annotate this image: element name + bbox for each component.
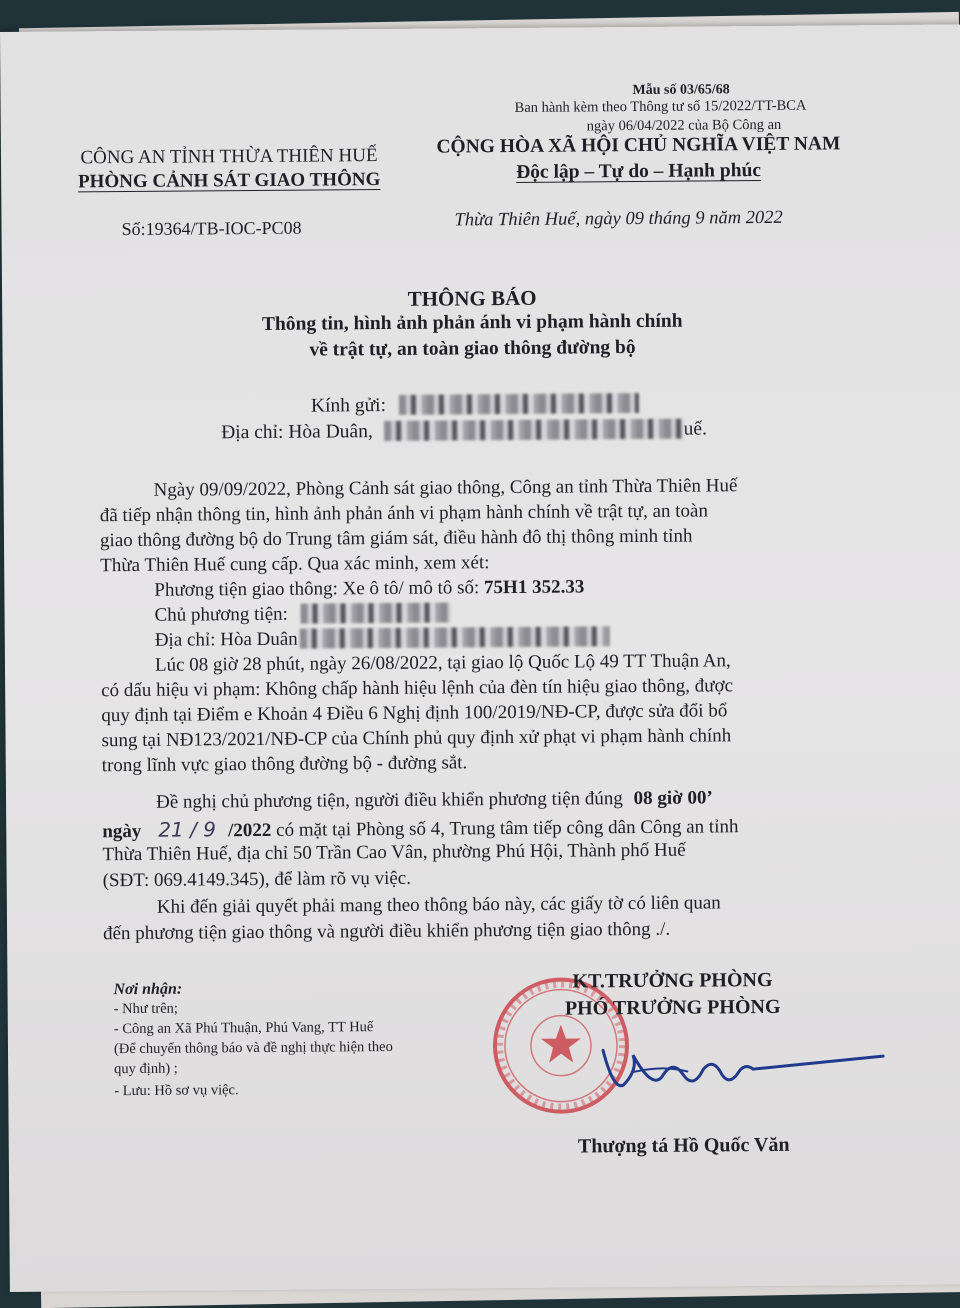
paragraph2-line2: có dấu hiệu vi phạm: Không chấp hành hiệu lệnh của đèn tín hiệu giao thông, được — [101, 675, 734, 702]
paragraph1-line1: Ngày 09/09/2022, Phòng Cảnh sát giao thông, Công an tỉnh Thừa Thiên Huế — [153, 475, 738, 501]
notice-subtitle-line2: về trật tự, an toàn giao thông đường bộ — [309, 337, 636, 361]
paragraph2-line3: quy định tại Điểm e Khoản 4 Điều 6 Nghị định 100/2019/NĐ-CP, được sửa đổi bổ — [101, 700, 728, 727]
form-number: Mẫu số 03/65/68 — [632, 82, 730, 99]
owner-address-line — [155, 626, 610, 652]
paragraph3-line1 — [156, 787, 713, 813]
redacted-recipient-name — [399, 393, 639, 415]
redacted-owner-name — [301, 602, 451, 623]
handwritten-day: 21 / 9 — [158, 817, 217, 842]
paragraph4-line1: Khi đến giải quyết phải mang theo thông báo này, các giấy tờ có liên quan — [156, 892, 721, 918]
document-page — [0, 24, 960, 1292]
paragraph4-line2: đến phương tiện giao thông và người điều khiển phương tiện giao thông ./. — [103, 918, 671, 945]
form-issued-line2: ngày 06/04/2022 của Bộ Công an — [586, 116, 782, 135]
handwritten-signature — [593, 1028, 894, 1100]
paragraph2-line4: sung tại NĐ123/2021/NĐ-CP của Chính phủ quy định xử phạt vi phạm hành chính — [101, 725, 732, 752]
recipients-heading: Nơi nhận: — [113, 980, 183, 999]
place-and-date: Thừa Thiên Huế, ngày 09 tháng 9 năm 2022 — [454, 207, 783, 231]
paragraph3-line1-text: Đề nghị chủ phương tiện, người điều khiển phương tiện đúng — [155, 788, 623, 813]
recipients-line4: quy định) ; — [114, 1060, 178, 1078]
paragraph2-line1: Lúc 08 giờ 28 phút, ngày 26/08/2022, tại giao lộ Quốc Lộ 49 TT Thuận An, — [154, 650, 731, 676]
paragraph3-line2 — [102, 813, 738, 843]
recipient-label: Kính gửi: — [310, 394, 387, 417]
agency-name: CÔNG AN TỈNH THỪA THIÊN HUẾ — [80, 145, 378, 169]
paragraph3-line3: Thừa Thiên Huế, địa chỉ 50 Trần Cao Vân, phường Phú Hội, Thành phố Huế — [102, 839, 686, 866]
appointment-time: 08 giờ 00’ — [633, 787, 713, 810]
recipient-address-tail: uế. — [683, 418, 708, 440]
paragraph1-line2: đã tiếp nhận thông tin, hình ảnh phản ánh vi phạm hành chính về trật tự, an toàn — [99, 500, 709, 527]
notice-title: THÔNG BÁO — [407, 285, 537, 311]
country-name: CỘNG HÒA XÃ HỘI CHỦ NGHĨA VIỆT NAM — [436, 133, 841, 158]
document-number: Số:19364/TB-IOC-PC08 — [121, 217, 302, 240]
recipients-line1: - Như trên; — [113, 1000, 178, 1018]
vehicle-label: Phương tiện giao thông: Xe ô tô/ mô tô số: — [154, 577, 480, 601]
notice-subtitle-line1: Thông tin, hình ảnh phản ánh vi phạm hành chính — [261, 310, 683, 335]
country-motto: Độc lập – Tự do – Hạnh phúc — [516, 160, 762, 183]
paragraph1-line3: giao thông đường bộ do Trung tâm giám sát, điều hành đô thị thông minh tỉnh — [99, 525, 693, 552]
recipient-address-label: Địa chỉ: Hòa Duân, — [221, 421, 373, 444]
form-issued-line1: Ban hành kèm theo Thông tư số 15/2022/TT-BCA — [514, 97, 807, 116]
redacted-recipient-address — [384, 419, 684, 441]
paragraph3-line2-text: có mặt tại Phòng số 4, Trung tâm tiếp công dân Công an tỉnh — [276, 816, 739, 841]
owner-line — [155, 602, 451, 626]
recipient-line — [311, 393, 639, 418]
signer-title-1: KT.TRƯỞNG PHÒNG — [572, 968, 773, 993]
paragraph1-line4: Thừa Thiên Huế cung cấp. Qua xác minh, xem xét: — [100, 552, 490, 577]
vehicle-plate: 75H1 352.33 — [483, 576, 585, 599]
owner-label: Chủ phương tiện: — [154, 603, 288, 626]
paragraph3-line4: (SĐT: 069.4149.345), để làm rõ vụ việc. — [102, 867, 412, 892]
signer-title-2: PHÓ TRƯỞNG PHÒNG — [564, 995, 781, 1020]
recipients-line3: (Để chuyển thông báo và đề nghị thực hiện theo — [113, 1038, 393, 1058]
signer-name: Thượng tá Hồ Quốc Văn — [577, 1133, 790, 1158]
vehicle-line — [154, 576, 584, 601]
recipient-address-line — [221, 418, 707, 444]
recipients-line2: - Công an Xã Phú Thuận, Phú Vang, TT Huế — [113, 1019, 374, 1038]
recipients-line5: - Lưu: Hồ sơ vụ việc. — [114, 1082, 239, 1100]
department-name: PHÒNG CẢNH SÁT GIAO THÔNG — [77, 169, 381, 193]
paragraph2-line5: trong lĩnh vực giao thông đường bộ - đường sắt. — [101, 752, 468, 777]
owner-address-label: Địa chỉ: Hòa Duân — [154, 628, 298, 651]
redacted-owner-address — [300, 626, 610, 648]
appointment-year: /2022 — [228, 819, 272, 842]
appointment-day-label: ngày — [102, 820, 142, 843]
